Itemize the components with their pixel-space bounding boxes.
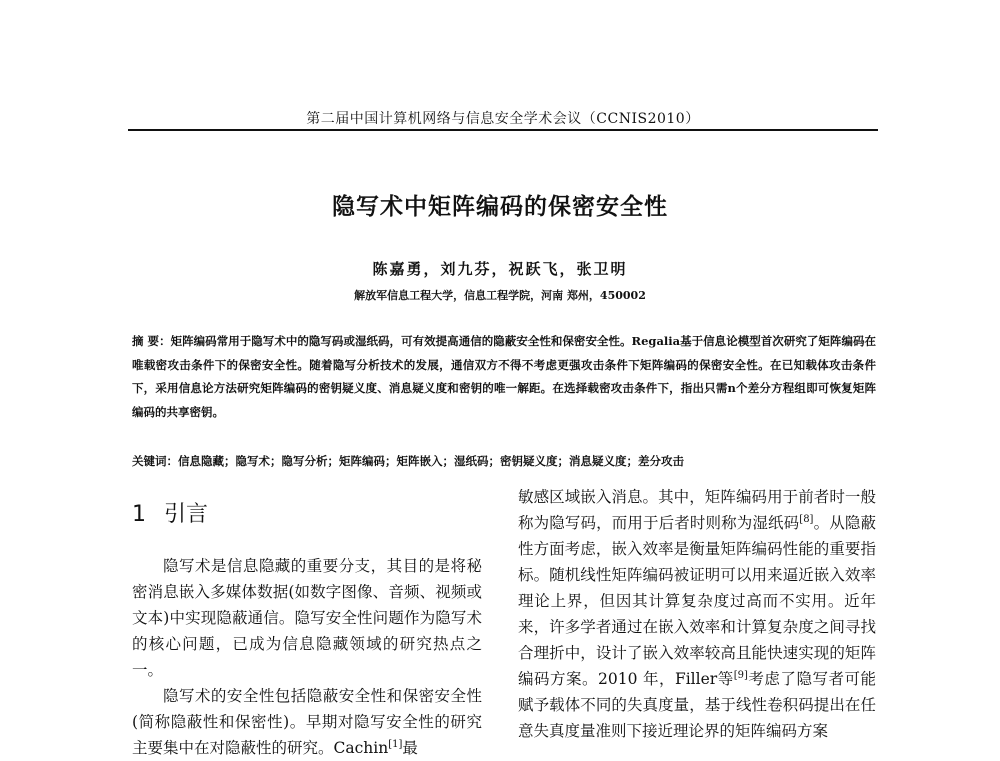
paper-affiliation: 解放军信息工程大学，信息工程学院，河南 郑州，450002 xyxy=(354,289,646,302)
citation-9[interactable]: [9] xyxy=(733,669,748,681)
paragraph-2-tail: 最 xyxy=(402,739,418,757)
paragraph-2-text: 隐写术的安全性包括隐蔽安全性和保密安全性(简称隐蔽性和保密性)。早期对隐写安全性的研究主要集中在对隐蔽性的研究。Cachin xyxy=(132,687,482,757)
keywords-label: 关键词： xyxy=(132,454,178,468)
conference-header: 第二届中国计算机网络与信息安全学术会议（CCNIS2010） xyxy=(306,111,700,127)
section-heading xyxy=(132,497,208,528)
abstract xyxy=(132,330,876,424)
keywords xyxy=(132,450,876,472)
paragraph-2 xyxy=(132,683,482,761)
right-paragraph xyxy=(518,484,876,744)
citation-1[interactable]: [1] xyxy=(388,738,403,750)
section-title: 引言 xyxy=(164,502,209,527)
paragraph-1: 隐写术是信息隐藏的重要分支，其目的是将秘密消息嵌入多媒体数据(如数字图像、音频、视频或文本)中实现隐蔽通信。隐写安全性问题作为隐写术的核心问题，已成为信息隐藏领域的研究热点之一。 xyxy=(132,557,482,679)
right-text-1: 敏感区域嵌入消息。其中，矩阵编码用于前者时一般称为隐写码，而用于后者时则称为湿纸码 xyxy=(518,488,876,532)
section-number: 1 xyxy=(132,502,146,527)
citation-8[interactable]: [8] xyxy=(799,513,814,525)
abstract-text: 矩阵编码常用于隐写术中的隐写码或湿纸码，可有效提高通信的隐蔽安全性和保密安全性。Regalia基于信息论模型首次研究了矩阵编码在唯载密攻击条件下的保密安全性。随着隐写分析技术的发展，通信双方不得不考虑更强攻击条件下矩阵编码的保密安全性。在已知载体攻击条件下，采用信息论方法研究矩阵编码的密钥疑义度、消息疑义度和密钥的唯一解距。在选择载密攻击条件下，指出只需n个差分方程组即可恢复矩阵编码的共享密钥。 xyxy=(132,334,876,419)
keywords-text: 信息隐藏；隐写术；隐写分析；矩阵编码；矩阵嵌入；湿纸码；密钥疑义度；消息疑义度；差分攻击 xyxy=(178,454,684,468)
paper-authors: 陈嘉勇，刘九芬，祝跃飞，张卫明 xyxy=(372,260,628,278)
right-text-3: 考虑了隐写者可能赋予载体不同的失真度量，基于线性卷积码提出在任意失真度量准则下接近理论界的矩阵编码方案 xyxy=(518,670,876,740)
right-text-2: 。从隐蔽性方面考虑，嵌入效率是衡量矩阵编码性能的重要指标。随机线性矩阵编码被证明可以用来逼近嵌入效率理论上界，但因其计算复杂度过高而不实用。近年来，许多学者通过在嵌入效率和计算复杂度之间寻找合理折中，设计了嵌入效率较高且能快速实现的矩阵编码方案。2010 年，Filler等 xyxy=(518,514,876,688)
left-column xyxy=(132,553,482,761)
paper-title: 隐写术中矩阵编码的保密安全性 xyxy=(332,194,668,220)
right-column xyxy=(518,484,876,744)
abstract-label: 摘 要： xyxy=(132,334,171,348)
header-rule xyxy=(128,129,878,131)
